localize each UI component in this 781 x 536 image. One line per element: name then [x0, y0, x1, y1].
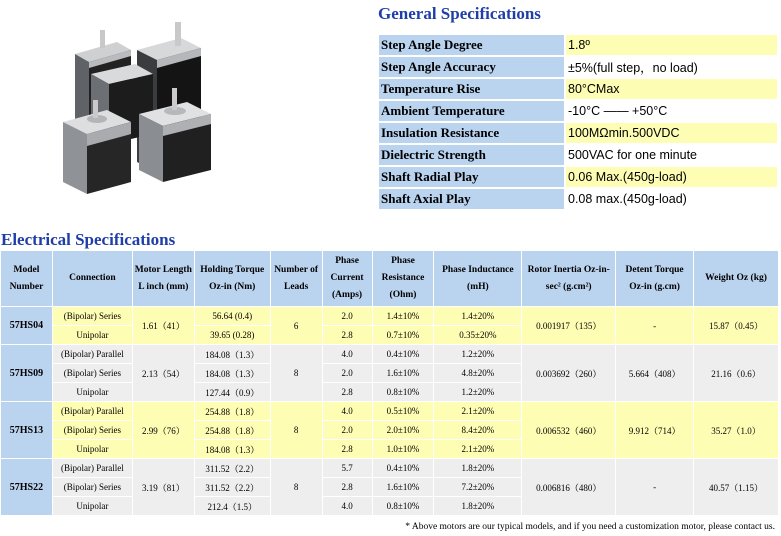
resistance-cell: 1.6±10% [372, 478, 434, 497]
resistance-cell: 0.8±10% [372, 383, 434, 402]
connection-cell: (Bipolar) Series [52, 364, 132, 383]
resistance-cell: 0.7±10% [372, 326, 434, 345]
model-group [1, 459, 779, 516]
spec-label: Temperature Rise [379, 79, 564, 99]
spec-value: ±5%(full step，no load) [566, 57, 777, 77]
torque-cell: 212.4（1.5） [194, 497, 270, 516]
torque-cell: 254.88（1.8） [194, 402, 270, 421]
torque-cell: 184.08（1.3） [194, 364, 270, 383]
table-row [1, 459, 779, 478]
connection-cell: Unipolar [52, 383, 132, 402]
detent-cell: - [616, 307, 694, 345]
inductance-cell: 1.8±20% [434, 497, 522, 516]
spec-label: Step Angle Degree [379, 35, 564, 55]
torque-cell: 56.64 (0.4) [194, 307, 270, 326]
model-number: 57HS09 [1, 345, 53, 402]
current-cell: 4.0 [322, 402, 372, 421]
inductance-cell: 0.35±20% [434, 326, 522, 345]
connection-cell: (Bipolar) Parallel [52, 402, 132, 421]
spec-value: -10°C —— +50°C [566, 101, 777, 121]
connection-cell: (Bipolar) Series [52, 478, 132, 497]
spec-label: Insulation Resistance [379, 123, 564, 143]
resistance-cell: 0.5±10% [372, 402, 434, 421]
electrical-specifications-table [0, 250, 779, 516]
resistance-cell: 1.0±10% [372, 440, 434, 459]
spec-value: 0.08 max.(450g-load) [566, 189, 777, 209]
spec-row [379, 57, 777, 77]
current-cell: 4.0 [322, 497, 372, 516]
connection-cell: (Bipolar) Parallel [52, 459, 132, 478]
detent-cell: - [616, 459, 694, 516]
inertia-cell: 0.006532（460） [522, 402, 616, 459]
inductance-cell: 2.1±20% [434, 402, 522, 421]
inductance-cell: 7.2±20% [434, 478, 522, 497]
spec-label: Shaft Radial Play [379, 167, 564, 187]
model-group [1, 307, 779, 345]
model-number: 57HS22 [1, 459, 53, 516]
spec-row [379, 35, 777, 55]
current-cell: 2.0 [322, 364, 372, 383]
model-number: 57HS13 [1, 402, 53, 459]
leads-cell: 8 [270, 402, 322, 459]
spec-row [379, 145, 777, 165]
leads-cell: 8 [270, 459, 322, 516]
spec-row [379, 101, 777, 121]
length-cell: 2.13（54） [132, 345, 194, 402]
spec-label: Dielectric Strength [379, 145, 564, 165]
inertia-cell: 0.006816（480） [522, 459, 616, 516]
spec-value: 0.06 Max.(450g-load) [566, 167, 777, 187]
header-connection: Connection [52, 251, 132, 307]
electrical-specifications-title: Electrical Specifications [1, 230, 176, 249]
model-number: 57HS04 [1, 307, 53, 345]
inductance-cell: 1.2±20% [434, 345, 522, 364]
general-specifications-title: General Specifications [378, 4, 541, 23]
inductance-cell: 8.4±20% [434, 421, 522, 440]
current-cell: 4.0 [322, 345, 372, 364]
torque-cell: 254.88（1.8） [194, 421, 270, 440]
header-inertia: Rotor Inertia Oz-in-sec² (g.cm²) [522, 251, 616, 307]
detent-cell: 5.664（408） [616, 345, 694, 402]
resistance-cell: 0.4±10% [372, 459, 434, 478]
inductance-cell: 2.1±20% [434, 440, 522, 459]
header-resistance: Phase Resistance (Ohm) [372, 251, 434, 307]
spec-row [379, 189, 777, 209]
header-leads: Number of Leads [270, 251, 322, 307]
inductance-cell: 4.8±20% [434, 364, 522, 383]
table-row [1, 402, 779, 421]
weight-cell: 40.57（1.15） [694, 459, 779, 516]
current-cell: 2.8 [322, 440, 372, 459]
connection-cell: (Bipolar) Parallel [52, 345, 132, 364]
resistance-cell: 0.8±10% [372, 497, 434, 516]
inductance-cell: 1.4±20% [434, 307, 522, 326]
current-cell: 2.0 [322, 307, 372, 326]
spec-row [379, 79, 777, 99]
spec-label: Step Angle Accuracy [379, 57, 564, 77]
header-inductance: Phase Inductance (mH) [434, 251, 522, 307]
inertia-cell: 0.003692（260） [522, 345, 616, 402]
torque-cell: 184.08（1.3） [194, 440, 270, 459]
inductance-cell: 1.2±20% [434, 383, 522, 402]
weight-cell: 21.16（0.6） [694, 345, 779, 402]
connection-cell: Unipolar [52, 497, 132, 516]
header-detent: Detent Torque Oz-in (g.cm) [616, 251, 694, 307]
model-group [1, 402, 779, 459]
resistance-cell: 2.0±10% [372, 421, 434, 440]
length-cell: 3.19（81） [132, 459, 194, 516]
spec-value: 1.8º [566, 35, 777, 55]
header-model: Model Number [1, 251, 53, 307]
torque-cell: 184.08（1.3） [194, 345, 270, 364]
connection-cell: Unipolar [52, 326, 132, 345]
length-cell: 2.99（76） [132, 402, 194, 459]
leads-cell: 8 [270, 345, 322, 402]
spec-label: Shaft Axial Play [379, 189, 564, 209]
current-cell: 5.7 [322, 459, 372, 478]
current-cell: 2.8 [322, 383, 372, 402]
spec-value: 80°CMax [566, 79, 777, 99]
length-cell: 1.61（41） [132, 307, 194, 345]
electrical-header-row [1, 251, 779, 307]
detent-cell: 9.912（714） [616, 402, 694, 459]
weight-cell: 35.27（1.0） [694, 402, 779, 459]
header-weight: Weight Oz (kg) [694, 251, 779, 307]
connection-cell: Unipolar [52, 440, 132, 459]
resistance-cell: 1.6±10% [372, 364, 434, 383]
spec-value: 500VAC for one minute [566, 145, 777, 165]
table-row [1, 345, 779, 364]
inductance-cell: 1.8±20% [434, 459, 522, 478]
weight-cell: 15.87（0.45） [694, 307, 779, 345]
header-length: Motor Length L inch (mm) [132, 251, 194, 307]
spec-label: Ambient Temperature [379, 101, 564, 121]
model-group [1, 345, 779, 402]
resistance-cell: 1.4±10% [372, 307, 434, 326]
inertia-cell: 0.001917（135） [522, 307, 616, 345]
torque-cell: 311.52（2.2） [194, 478, 270, 497]
header-current: Phase Current (Amps) [322, 251, 372, 307]
current-cell: 2.0 [322, 421, 372, 440]
general-specifications-table [377, 33, 779, 211]
customization-note: * Above motors are our typical models, and if you need a customization motor, please contact us. [405, 522, 775, 532]
torque-cell: 127.44（0.9） [194, 383, 270, 402]
connection-cell: (Bipolar) Series [52, 307, 132, 326]
torque-cell: 39.65 (0.28) [194, 326, 270, 345]
spec-value: 100MΩmin.500VDC [566, 123, 777, 143]
current-cell: 2.8 [322, 478, 372, 497]
table-row [1, 307, 779, 326]
leads-cell: 6 [270, 307, 322, 345]
spec-row [379, 123, 777, 143]
header-torque: Holding Torque Oz-in (Nm) [194, 251, 270, 307]
resistance-cell: 0.4±10% [372, 345, 434, 364]
connection-cell: (Bipolar) Series [52, 421, 132, 440]
torque-cell: 311.52（2.2） [194, 459, 270, 478]
stepper-motors-photo [55, 22, 280, 204]
spec-row [379, 167, 777, 187]
current-cell: 2.8 [322, 326, 372, 345]
